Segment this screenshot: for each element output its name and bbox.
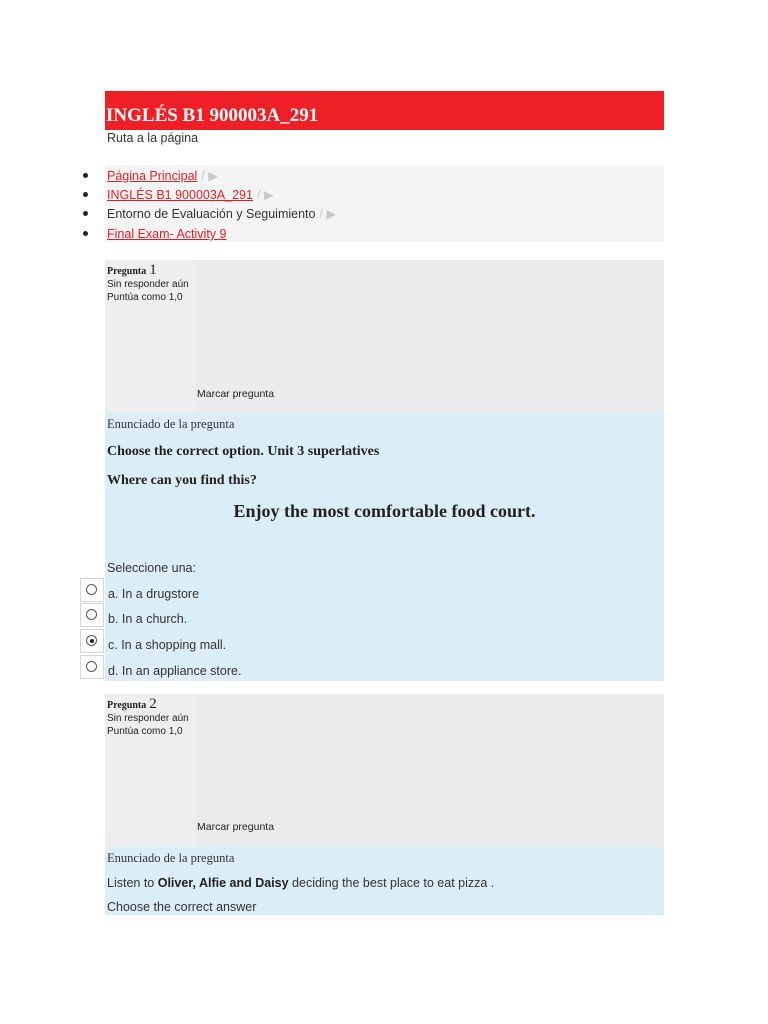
question-1-info [105, 260, 664, 413]
answer-text[interactable]: c. In a shopping mall. [108, 638, 227, 652]
question-2-status: Sin responder aún [107, 713, 189, 724]
question-1-ad-text: Enjoy the most comfortable food court. [233, 501, 536, 521]
answer-text[interactable]: a. In a drugstore [108, 587, 200, 601]
route-label: Ruta a la página [107, 131, 199, 145]
answer-option-a[interactable] [80, 578, 664, 604]
question-2-prompt [107, 876, 494, 890]
answer-option-d[interactable] [80, 655, 664, 681]
breadcrumb-separator: / ▶ [319, 207, 337, 221]
answer-option-b[interactable] [80, 603, 664, 629]
answer-text[interactable]: b. In a church. [108, 612, 188, 626]
question-1-stem-heading: Enunciado de la pregunta [107, 417, 235, 431]
question-number: 1 [149, 262, 157, 278]
radio-button[interactable] [86, 661, 97, 672]
breadcrumb-item-section [107, 206, 336, 222]
breadcrumb-item-activity[interactable] [107, 226, 226, 242]
question-1-instruction: Choose the correct option. Unit 3 superlatives [107, 444, 380, 459]
breadcrumb-item-course[interactable] [107, 187, 274, 203]
breadcrumb-separator: / ▶ [201, 169, 218, 183]
radio-button[interactable] [86, 609, 97, 620]
radio-button-selected[interactable] [86, 635, 97, 646]
bullet-icon [83, 192, 88, 197]
breadcrumb-link[interactable]: INGLÉS B1 900003A_291 [107, 188, 253, 202]
question-2-label [107, 696, 157, 713]
breadcrumb-item-home[interactable] [107, 168, 218, 184]
answer-option-c[interactable] [80, 629, 664, 655]
bullet-icon [83, 211, 88, 216]
prompt-names: Oliver, Alfie and Daisy [157, 876, 289, 890]
radio-box[interactable] [80, 655, 104, 679]
breadcrumb-link[interactable]: Final Exam- Activity 9 [107, 227, 227, 241]
question-2-flag-button[interactable]: Marcar pregunta [197, 821, 275, 833]
radio-box[interactable] [80, 629, 104, 653]
course-title: INGLÉS B1 900003A_291 [106, 105, 319, 126]
prompt-text: deciding the best place to eat pizza . [288, 876, 495, 890]
breadcrumb-separator: / ▶ [256, 188, 274, 202]
question-1-score: Puntúa como 1,0 [107, 292, 183, 303]
prompt-text: Listen to [107, 876, 158, 890]
question-number: 2 [149, 696, 157, 712]
breadcrumb-link[interactable]: Página Principal [107, 169, 198, 183]
radio-box[interactable] [80, 578, 104, 602]
question-2-info [105, 694, 664, 847]
bullet-icon [83, 231, 88, 236]
question-1-label [107, 262, 157, 279]
question-2-score: Puntúa como 1,0 [107, 726, 183, 737]
select-one-label: Seleccione una: [107, 561, 196, 575]
question-label-text: Pregunta [107, 266, 147, 277]
question-1-status: Sin responder aún [107, 279, 189, 290]
question-1-flag-button[interactable]: Marcar pregunta [197, 388, 275, 400]
answer-text[interactable]: d. In an appliance store. [108, 664, 242, 678]
breadcrumb-text: Entorno de Evaluación y Seguimiento [107, 207, 316, 221]
radio-button[interactable] [86, 584, 97, 595]
question-label-text: Pregunta [107, 700, 147, 711]
bullet-icon [83, 173, 88, 178]
question-2-stem-heading: Enunciado de la pregunta [107, 851, 235, 865]
question-2-instruction: Choose the correct answer [107, 900, 257, 914]
radio-box[interactable] [80, 603, 104, 627]
question-1-text: Where can you find this? [107, 473, 257, 488]
